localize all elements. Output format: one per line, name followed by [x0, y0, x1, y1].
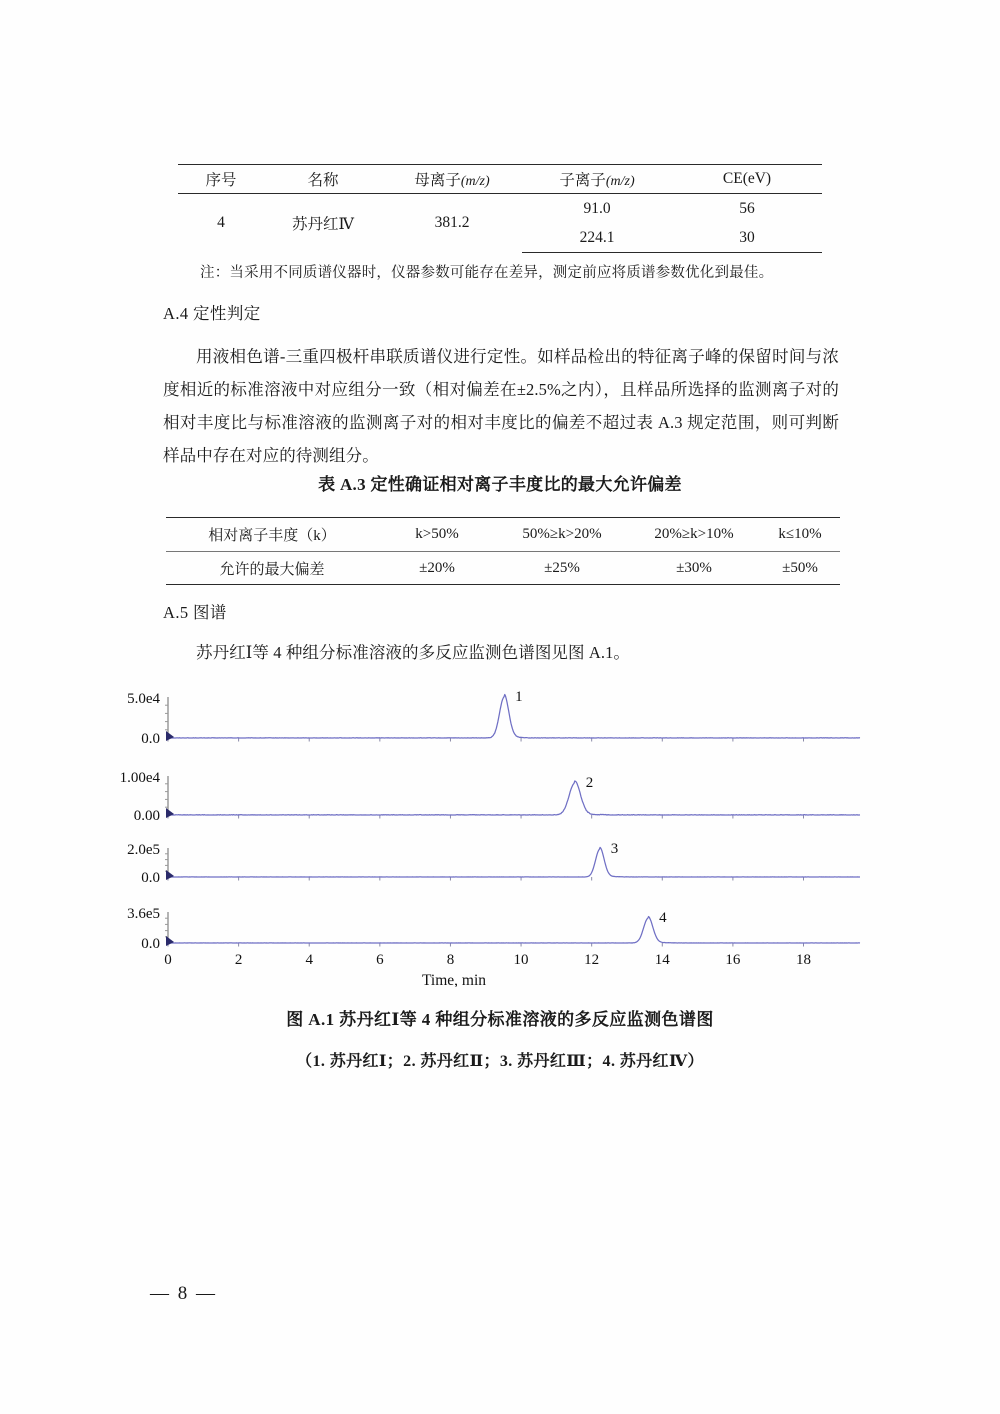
section-heading-a5: A.5 图谱 — [163, 603, 227, 622]
x-axis-tick-label: 6 — [376, 952, 384, 968]
table-a3-caption: 表 A.3 定性确证相对离子丰度比的最大允许偏差 — [318, 475, 682, 494]
origin-marker-2 — [166, 808, 174, 818]
cell-a3-r2c1: 允许的最大偏差 — [166, 552, 378, 585]
table-a3-ion-ratio-tolerance — [166, 517, 840, 585]
y-axis-tick-bottom-3: 0.0 — [141, 870, 160, 886]
x-axis-tick-label: 18 — [796, 952, 812, 968]
cell-a3-r2c5: ±50% — [760, 552, 840, 585]
y-axis-tick-bottom-1: 0.0 — [141, 731, 160, 747]
x-axis-tick-label: 12 — [584, 952, 600, 968]
cell-name: 苏丹红Ⅳ — [292, 216, 354, 234]
chromatogram-panel-2 — [120, 770, 860, 824]
table-a2-col-index: 序号 — [178, 165, 264, 194]
chromatogram-panel-4 — [127, 906, 860, 952]
x-axis-tick-label: 0 — [164, 952, 172, 968]
table-a2-col-name: 名称 — [264, 165, 382, 194]
figure-a1-chromatogram — [100, 682, 880, 987]
peak-label-2: 2 — [585, 775, 594, 792]
unit-mz-parent: (m/z) — [460, 174, 490, 189]
cell-ce-2: 30 — [672, 223, 822, 253]
table-a2-col-ce: CE(eV) — [672, 165, 822, 194]
section-paragraph-a4: 用液相色谱-三重四极杆串联质谱仪进行定性。如样品检出的特征离子峰的保留时间与浓度相近的标准溶液中对应组分一致（相对偏差在±2.5%之内），且样品所选择的监测离子对的相对丰度比与标准溶液的监测离子对的相对丰度比的偏差不超过表 A.3 规定范围，则可判断样品中存在对应的待测组分。 — [163, 347, 839, 465]
origin-marker-4 — [166, 936, 174, 946]
table-row — [166, 552, 840, 585]
table-a2-header — [178, 165, 822, 194]
chromatogram-panel-1 — [127, 689, 860, 747]
cell-a3-r1c1: 相对离子丰度（k） — [166, 518, 378, 552]
table-a3-body — [166, 518, 840, 585]
cell-parent-ion: 381.2 — [434, 214, 470, 232]
table-a2-col-daughter-ion — [522, 165, 672, 194]
cell-a3-r2c2: ±20% — [378, 552, 496, 585]
x-axis-tick-label: 14 — [654, 952, 670, 968]
y-axis-tick-top-1: 5.0e4 — [127, 691, 160, 707]
chromatogram-trace-4 — [168, 917, 860, 943]
y-axis-tick-top-4: 3.6e5 — [127, 906, 160, 922]
x-axis-tick-label: 4 — [305, 952, 313, 968]
y-axis-tick-bottom-4: 0.0 — [141, 936, 160, 952]
section-heading-a4: A.4 定性判定 — [163, 304, 261, 323]
x-axis-tick-label: 10 — [513, 952, 529, 968]
table-a2-note: 注：当采用不同质谱仪器时，仪器参数可能存在差异，测定前应将质谱参数优化到最佳。 — [200, 265, 774, 281]
x-axis — [164, 952, 811, 987]
table-a2-header-row — [178, 165, 822, 194]
y-axis-tick-bottom-2: 0.00 — [133, 808, 160, 824]
page-number-footer: — 8 — — [150, 1283, 217, 1304]
cell-a3-r1c4: 20%≥k>10% — [628, 518, 760, 552]
peak-label-4: 4 — [659, 910, 667, 927]
table-row — [178, 194, 822, 224]
chromatogram-panel-3 — [127, 841, 860, 886]
x-axis-label: Time, min — [421, 972, 487, 987]
cell-a3-r2c3: ±25% — [496, 552, 628, 585]
table-row — [166, 518, 840, 552]
cell-daughter-ion-1: 91.0 — [583, 199, 611, 217]
cell-a3-r2c4: ±30% — [628, 552, 760, 585]
origin-marker-3 — [166, 870, 174, 880]
table-a2-col-parent-ion-text: 母离子 — [414, 172, 461, 189]
table-a2-body — [178, 194, 822, 253]
origin-marker-1 — [166, 731, 174, 741]
table-a2-ms-parameters — [178, 164, 822, 253]
table-a2-col-parent-ion — [382, 165, 522, 194]
figure-a1-caption: 图 A.1 苏丹红Ⅰ等 4 种组分标准溶液的多反应监测色谱图 — [286, 1010, 714, 1029]
cell-a3-r1c5: k≤10% — [760, 518, 840, 552]
figure-a1-caption-legend: （1. 苏丹红Ⅰ；2. 苏丹红Ⅱ；3. 苏丹红Ⅲ；4. 苏丹红Ⅳ） — [296, 1053, 704, 1070]
chromatogram-trace-2 — [168, 781, 860, 815]
section-paragraph-a5: 苏丹红Ⅰ等 4 种组分标准溶液的多反应监测色谱图见图 A.1。 — [196, 643, 631, 662]
chromatogram-trace-1 — [168, 695, 860, 739]
table-a2-col-daughter-ion-text: 子离子 — [559, 172, 606, 189]
x-axis-tick-label: 16 — [725, 952, 741, 968]
peak-label-1: 1 — [515, 689, 523, 705]
cell-daughter-ion-2: 224.1 — [522, 223, 672, 253]
y-axis-tick-top-2: 1.00e4 — [119, 770, 160, 786]
cell-a3-r1c2: k>50% — [378, 518, 496, 552]
chromatogram-svg — [100, 682, 880, 987]
cell-a3-r1c3: 50%≥k>20% — [496, 518, 628, 552]
x-axis-tick-label: 8 — [446, 952, 455, 968]
cell-index: 4 — [217, 214, 225, 232]
y-axis-tick-top-3: 2.0e5 — [127, 842, 160, 858]
x-axis-tick-label: 2 — [234, 952, 243, 968]
chromatogram-trace-3 — [168, 847, 860, 877]
cell-ce-1: 56 — [739, 199, 755, 217]
peak-label-3: 3 — [610, 841, 619, 858]
unit-mz-daughter: (m/z) — [605, 174, 635, 189]
